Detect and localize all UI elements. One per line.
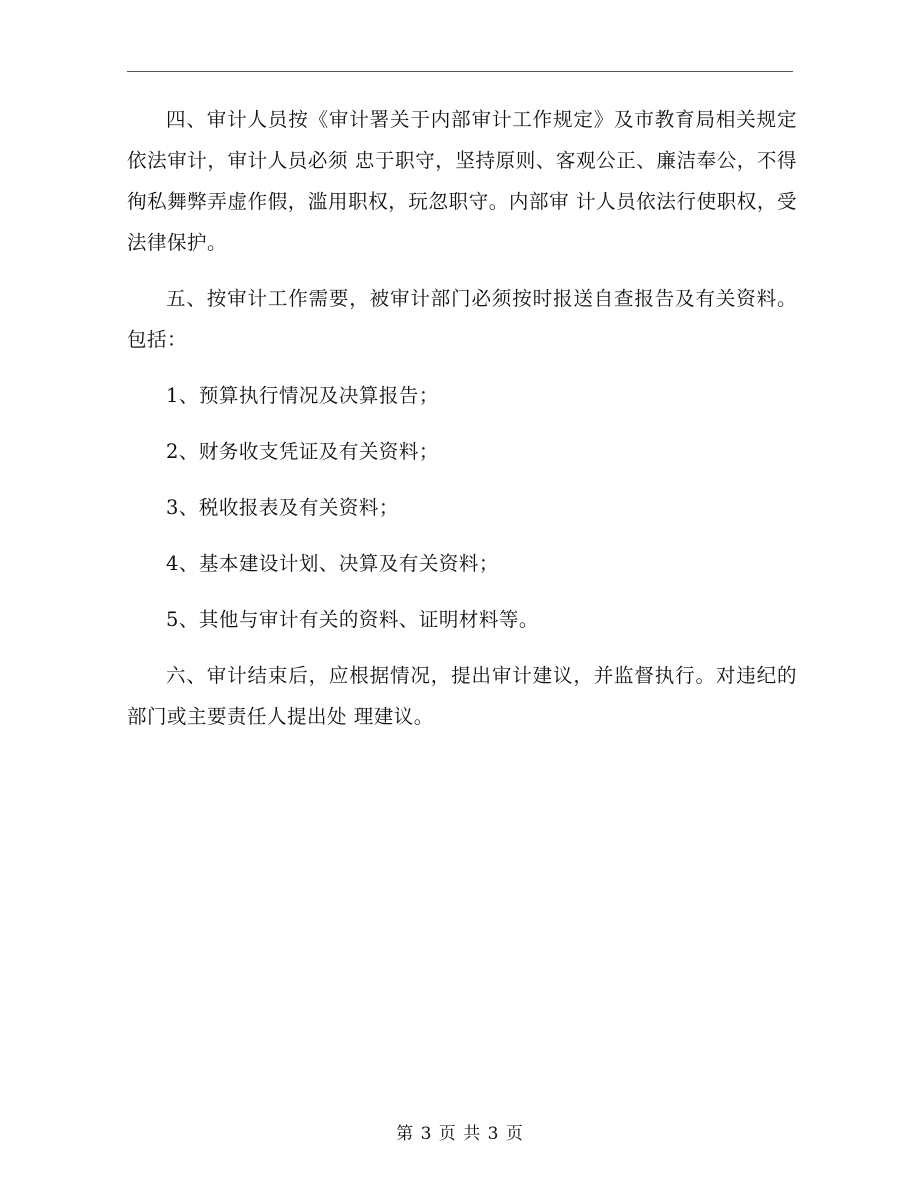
- list-item: 2、财务收支凭证及有关资料；: [166, 440, 439, 463]
- paragraph-four: 四、审计人员按《审计署关于内部审计工作规定》及市教育局相关规定依法审计，审计人员必须 忠于职守，坚持原则、客观公正、廉洁奉公，不得徇私舞弊弄虚作假，滥用职权，玩忽职守。内部审 计人员依法行使职权，受法律保护。: [127, 108, 797, 254]
- header-rule: [127, 71, 793, 72]
- paragraph-six: 六、审计结束后，应根据情况，提出审计建议，并监督执行。对违纪的部门或主要责任人提出处 理建议。: [127, 664, 797, 728]
- page-number: 第 3 页 共 3 页: [396, 1124, 524, 1144]
- document-body: [127, 99, 797, 752]
- list-item: 3、税收报表及有关资料；: [166, 496, 399, 519]
- paragraph-five: 五、按审计工作需要，被审计部门必须按时报送自查报告及有关资料。包括：: [127, 287, 797, 351]
- list-item: 1、预算执行情况及决算报告；: [166, 384, 439, 407]
- list-item: 5、其他与审计有关的资料、证明材料等。: [166, 608, 539, 631]
- list-item: 4、基本建设计划、决算及有关资料；: [166, 552, 499, 575]
